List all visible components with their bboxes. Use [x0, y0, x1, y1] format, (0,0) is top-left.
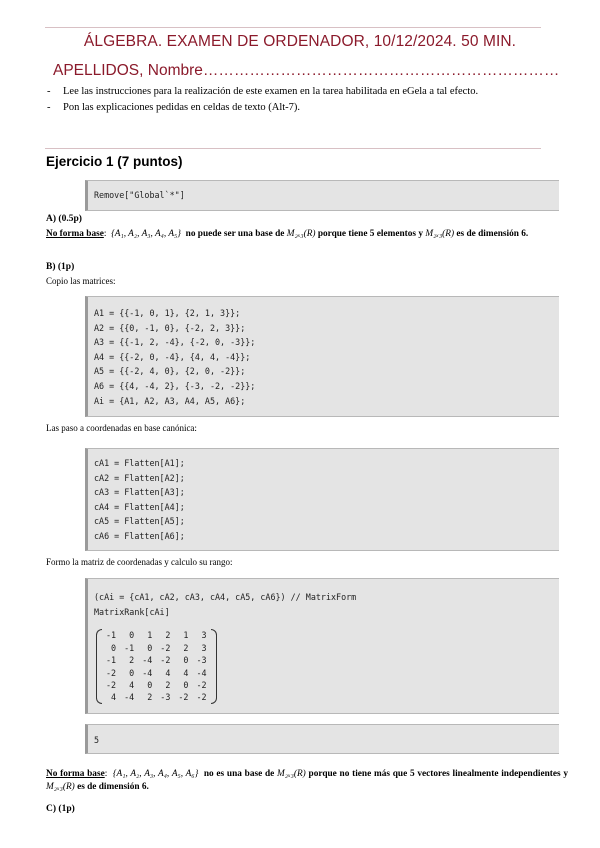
page-title: ÁLGEBRA. EXAMEN DE ORDENADOR, 10/12/2024. 50 MIN. — [83, 33, 517, 50]
section-rule — [45, 148, 541, 149]
matrix-row: -1 0 1 2 1 3 — [106, 630, 207, 641]
part-b-label: B) (1p) — [46, 262, 75, 272]
part-a-answer: No forma base: {A₁, A₂, A₃, A₄, A₅} no puede ser una base de M₂ₓ₃(R) porque tiene 5 elementos y M₂ₓ₃(R) es de dimensión 6. — [46, 229, 529, 239]
coord-text: Las paso a coordenadas en base canónica: — [46, 423, 197, 433]
output-cell-rank[interactable]: 5 — [85, 724, 559, 754]
part-b-conclusion: No forma base: {A₁, A₂, A₃, A₄, A₅, A₆} no es una base de M₂ₓ₃(R) porque no tiene más que 5 vectores linealmente independientes y M₂ₓ₃(R) es de dimensión 6. — [46, 769, 569, 792]
top-rule — [45, 27, 541, 28]
instruction-1: - Lee las instrucciones para la realización de este examen en la tarea habilitada en eGela a tal efecto. — [47, 86, 479, 97]
copy-text: Copio las matrices: — [46, 276, 116, 286]
matrix-row: 4 -4 2 -3 -2 -2 — [111, 692, 207, 703]
matrix-row: 0 -1 0 -2 2 3 — [111, 642, 207, 653]
matrix-row: -1 2 -4 -2 0 -3 — [106, 655, 207, 666]
matrix-row: -2 4 0 2 0 -2 — [106, 679, 207, 690]
input-cell-rank[interactable]: (cAi = {cA1, cA2, cA3, cA4, cA5, cA6}) // MatrixForm MatrixRank[cAi] -1 0 1 2 1 3 0 -1 0 -2 2 3 -1 2 -4 -2 0 -3 -2 0 -4 4 4 -4 -2 4 0 2 0 -2 4 -4 2 -3 -2 -2 — [85, 578, 559, 714]
instruction-2: - Pon las explicaciones pedidas en celdas de texto (Alt-7). — [47, 102, 301, 113]
part-a-label: A) (0.5p) — [46, 214, 82, 224]
exercise-heading: Ejercicio 1 (7 puntos) — [46, 154, 183, 169]
rank-text: Formo la matriz de coordenadas y calculo su rango: — [46, 557, 233, 567]
input-cell-flatten[interactable]: cA1 = Flatten[A1]; cA2 = Flatten[A2]; cA3 = Flatten[A3]; cA4 = Flatten[A4]; cA5 = Flatten[A5]; cA6 = Flatten[A6]; — [85, 448, 559, 551]
part-c-label: C) (1p) — [46, 804, 75, 814]
student-name-line: APELLIDOS, Nombre…………………………………………………………… — [53, 62, 560, 79]
matrix-row: -2 0 -4 4 4 -4 — [106, 667, 207, 678]
input-cell-remove[interactable]: Remove["Global`*"] — [85, 180, 559, 211]
coordinate-matrix-output — [96, 629, 217, 703]
input-cell-matrices[interactable]: A1 = {{-1, 0, 1}, {2, 1, 3}}; A2 = {{0, -1, 0}, {-2, 2, 3}}; A3 = {{-1, 2, -4}, {-2, 0, -3}}; A4 = {{-2, 0, -4}, {4, 4, -4}}; A5 = {{-2, 4, 0}, {2, 0, -2}}; A6 = {{4, -4, 2}, {-3, -2, -2}}; Ai = {A1, A2, A3, A4, A5, A6}; — [85, 296, 559, 417]
